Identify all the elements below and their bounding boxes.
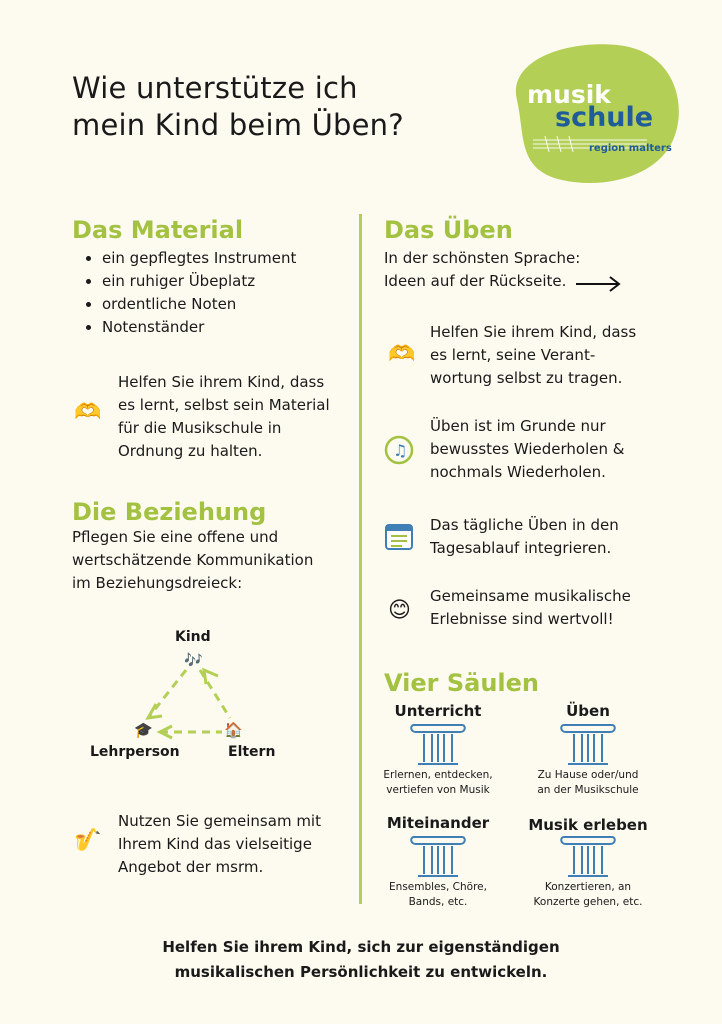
pillar-title: Miteinander [386, 814, 490, 832]
calendar-icon [384, 521, 414, 551]
singing-faces-icon: 😊 [388, 598, 411, 623]
pillar-title: Musik erleben [528, 816, 648, 834]
saeulen-heading: Vier Säulen [384, 669, 540, 697]
pillar-icon [410, 834, 466, 878]
list-item: • ordentliche Noten [102, 293, 296, 316]
column-divider [359, 214, 362, 904]
pillar-caption: Ensembles, Chöre, Bands, etc. [389, 881, 487, 908]
ueben-tip-1: Helfen Sie ihrem Kind, dass es lernt, seine Verant- wortung selbst zu tragen. [430, 323, 637, 387]
material-list [72, 247, 296, 339]
triangle-label-eltern: Eltern [228, 744, 276, 760]
ueben-tip-2: Üben ist im Grunde nur bewusstes Wiederholen & nochmals Wiederholen. [430, 417, 625, 481]
beziehung-heading: Die Beziehung [72, 498, 267, 526]
pillar-icon [560, 834, 616, 878]
house-icon: 🏠 [224, 721, 243, 739]
pillar-icon [560, 722, 616, 766]
heart-hand-icon: 🫶 [388, 342, 416, 367]
ueben-tip-4: Gemeinsame musikalische Erlebnisse sind wertvoll! [430, 587, 631, 628]
footer-message: Helfen Sie ihrem Kind, sich zur eigenständigen musikalischen Persönlichkeit zu entwickeln. [162, 938, 560, 981]
svg-text:♫: ♫ [393, 441, 408, 460]
logo-word-musik: musik [527, 80, 611, 109]
saxophone-smiley-icon: 🎷 [74, 828, 102, 853]
pillar-caption: Konzertieren, an Konzerte gehen, etc. [533, 881, 643, 908]
list-item: • ein ruhiger Übeplatz [102, 270, 296, 293]
ueben-heading: Das Üben [384, 216, 513, 244]
pillar-caption: Zu Hause oder/und an der Musikschule [537, 769, 639, 796]
pillar-caption: Erlernen, entdecken, vertiefen von Musik [383, 769, 493, 796]
material-tip: Helfen Sie ihrem Kind, dass es lernt, selbst sein Material für die Musikschule in Ordnung zu halten. [118, 373, 330, 460]
list-item: • ein gepflegtes Instrument [102, 247, 296, 270]
list-item: • Notenständer [102, 316, 296, 339]
music-notes-icon: 🎶 [184, 651, 203, 669]
pillar-title: Üben [566, 702, 610, 720]
triangle-label-lehrperson: Lehrperson [90, 744, 180, 760]
music-repeat-icon [383, 434, 415, 466]
beziehung-tip: Nutzen Sie gemeinsam mit Ihrem Kind das vielseitige Angebot der msrm. [118, 812, 321, 876]
arrow-right-icon [574, 274, 622, 294]
ueben-tip-3: Das tägliche Üben in den Tagesablauf integrieren. [430, 516, 619, 557]
pillar-title: Unterricht [394, 702, 482, 720]
pillar-icon [410, 722, 466, 766]
musikschule-logo [497, 40, 683, 188]
ueben-intro: In der schönsten Sprache: Ideen auf der Rückseite. [384, 249, 581, 290]
page-title: Wie unterstütze ich mein Kind beim Üben? [72, 71, 404, 142]
graduation-cap-icon: 🎓 [134, 721, 153, 739]
triangle-label-kind: Kind [175, 629, 211, 645]
material-heading: Das Material [72, 216, 244, 244]
beziehung-text: Pflegen Sie eine offene und wertschätzende Kommunikation im Beziehungsdreieck: [72, 528, 314, 592]
heart-hand-icon: 🫶 [74, 400, 102, 425]
logo-word-schule: schule [555, 102, 654, 133]
logo-subtitle: region malters [589, 143, 672, 154]
